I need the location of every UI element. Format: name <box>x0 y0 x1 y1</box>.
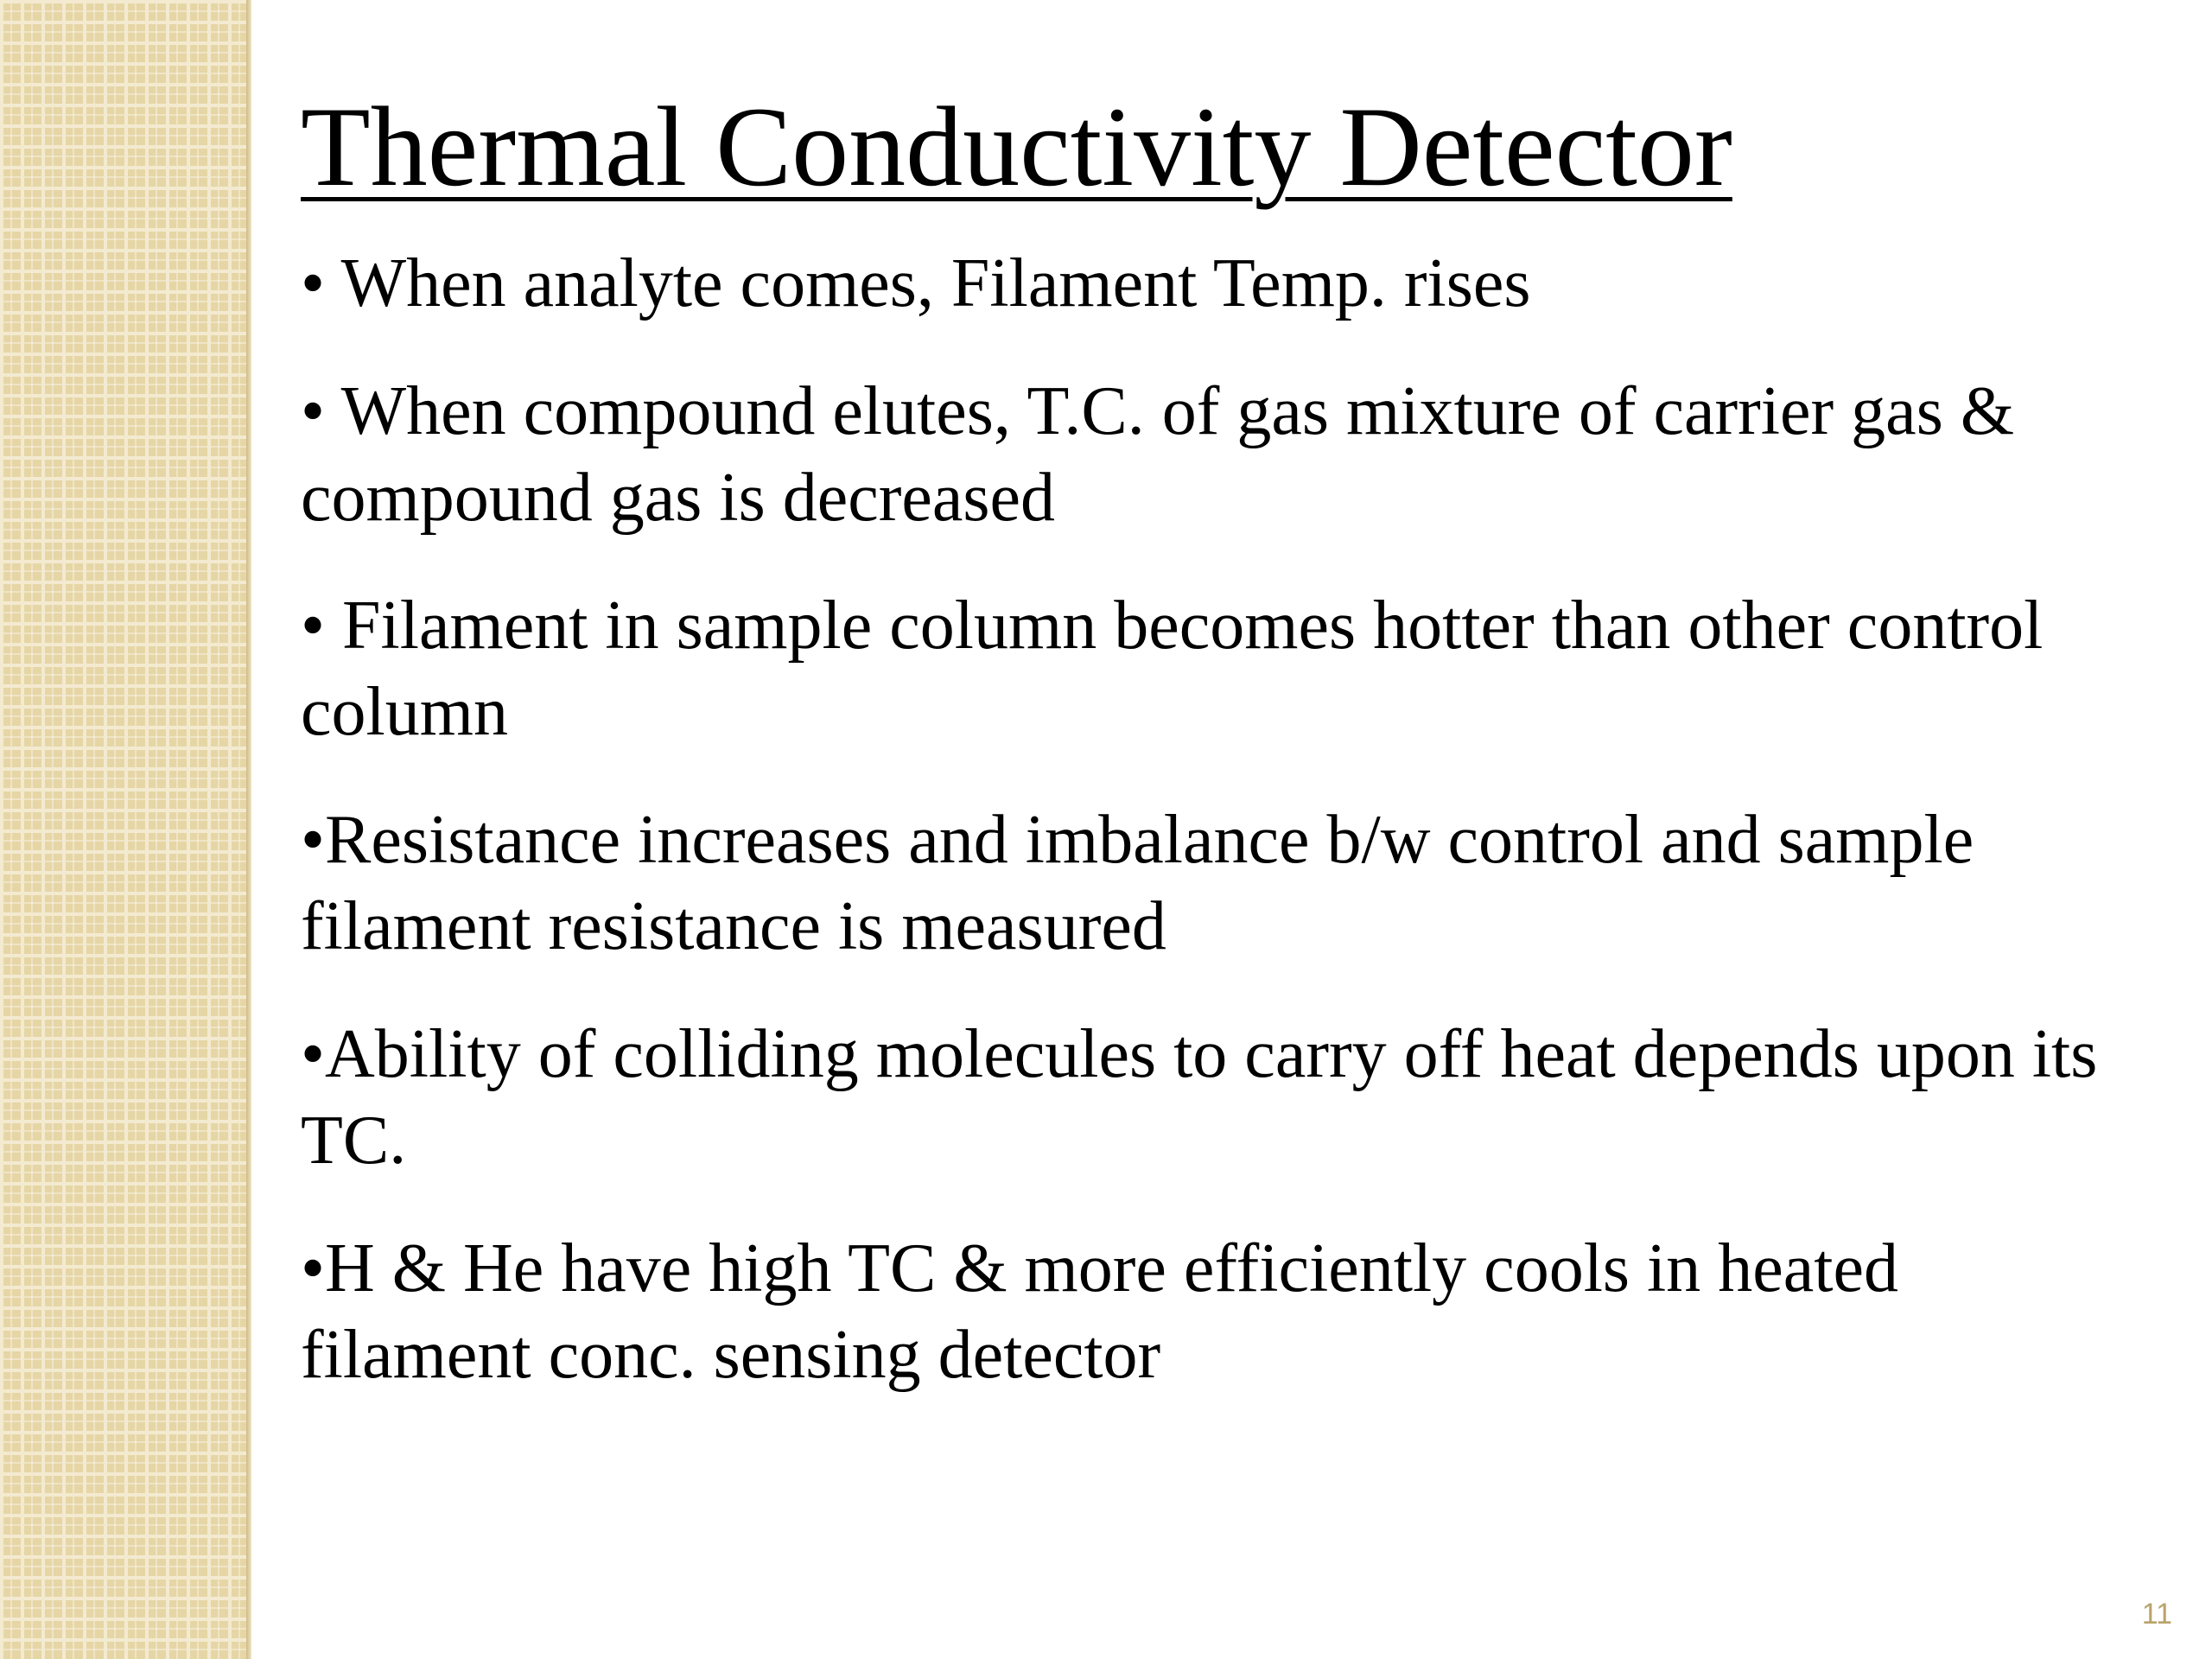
bullet-item: •Resistance increases and imbalance b/w control and sample filament resistance is measured <box>301 802 1974 964</box>
page-number: 11 <box>2141 1598 2172 1630</box>
slide-content <box>301 78 2124 1440</box>
bullet-item: • When analyte comes, Filament Temp. rises <box>301 245 1531 321</box>
bullet-item: • Filament in sample column becomes hotter than other control column <box>301 588 2044 750</box>
bullet-item: • When compound elutes, T.C. of gas mixture of carrier gas & compound gas is decreased <box>301 373 2015 536</box>
side-pattern-edge <box>246 0 251 1659</box>
bullet-list <box>301 240 2124 1398</box>
bullet-item: •H & He have high TC & more efficiently cools in heated filament conc. sensing detector <box>301 1230 1899 1393</box>
slide-title: Thermal Conductivity Detector <box>301 83 1732 210</box>
bullet-item: •Ability of colliding molecules to carry off heat depends upon its TC. <box>301 1016 2098 1179</box>
decorative-side-pattern <box>0 0 246 1659</box>
